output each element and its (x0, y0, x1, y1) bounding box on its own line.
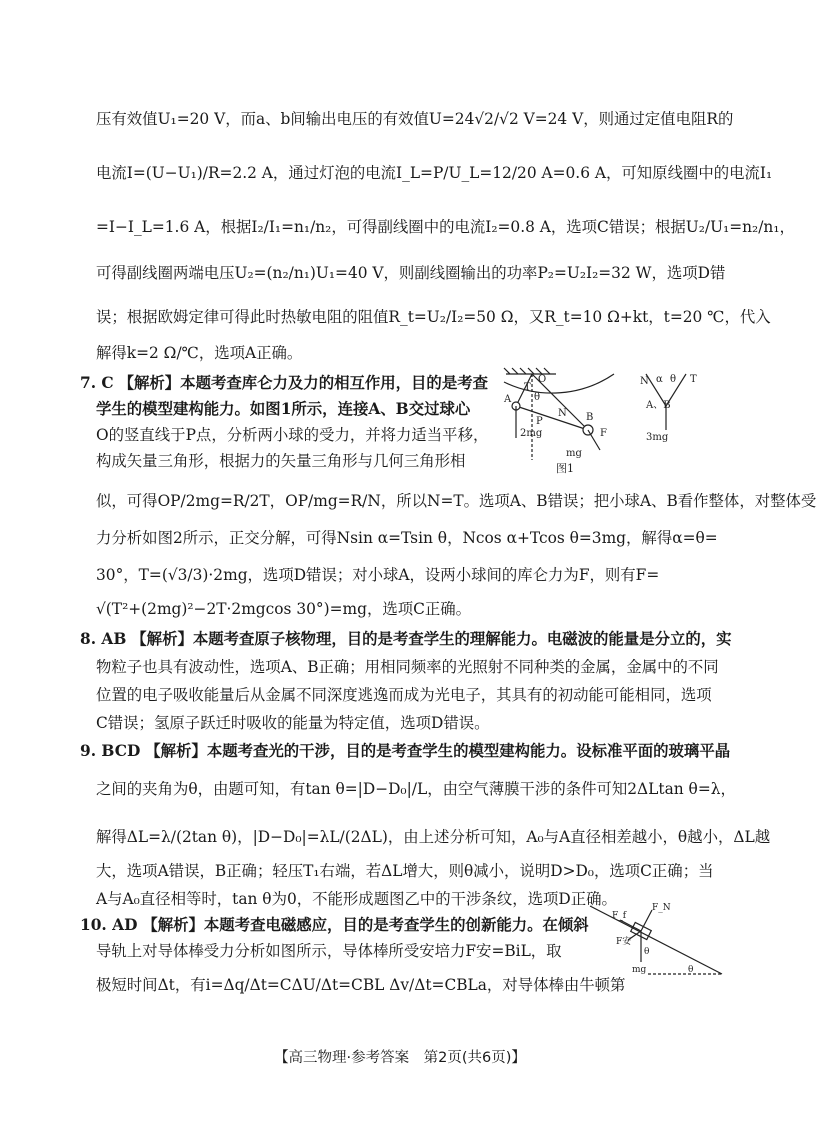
q10-number: 10. AD (80, 916, 138, 934)
fig-label: F (600, 428, 607, 439)
q7-line: O的竖直线于P点，分析两小球的受力，并将力适当平移， (96, 426, 489, 444)
fig-label: θ (534, 392, 541, 403)
q8-line: 位置的电子吸收能量后从金属不同深度逃逸而成为光电子，其具有的初动能可能相同，选项 (96, 686, 712, 704)
q9-analysis-tag: 【解析】 (145, 742, 207, 760)
q7-line: 似，可得OP/2mg=R/2T，OP/mg=R/N，所以N=T。选项A、B错误；把小球A、B看作整体，对整体受 (96, 492, 816, 510)
q8-number: 8. AB (80, 630, 127, 648)
q9-line: 大，选项A错误，B正确；轻压T₁右端，若ΔL增大，则θ减小，说明D>D₀，选项C正确；当 (96, 862, 714, 880)
fig-label: B (586, 412, 594, 423)
fig-label: A、B (646, 400, 671, 411)
q10-line: 极短时间Δt，有i=Δq/Δt=CΔU/Δt=CBL Δv/Δt=CBLa，对导体棒由牛顿第 (96, 976, 626, 994)
q8-first-line (80, 628, 732, 650)
q9-line: 本题考查光的干涉，目的是考查学生的模型建构能力。设标准平面的玻璃平晶 (206, 742, 731, 760)
fig-label: mg (632, 965, 647, 975)
fig-label: N (558, 408, 567, 419)
q10-first-line (80, 914, 589, 936)
fig-label: θ (644, 947, 650, 957)
q7-line: √(T²+(2mg)²−2T·2mgcos 30°)=mg，选项C正确。 (96, 600, 472, 618)
q7-number: 7. C (80, 374, 114, 392)
text-line: 压有效值U₁=20 V，而a、b间输出电压的有效值U=24√2/√2 V=24 V，则通过定值电阻R的 (96, 110, 734, 128)
q9-line: 之间的夹角为θ，由题可知，有tan θ=|D−D₀|/L，由空气薄膜干涉的条件可知2ΔLtan θ=λ， (96, 780, 736, 798)
q7-line: 30°，T=(√3/3)·2mg，选项D错误；对小球A，设两小球间的库仑力为F，则有F= (96, 566, 660, 584)
fig-label: F安 (616, 937, 632, 947)
text-line: 可得副线圈两端电压U₂=(n₂/n₁)U₁=40 V，则副线圈输出的功率P₂=U₂I₂=32 W，选项D错 (96, 264, 726, 282)
fig-label: A (504, 394, 512, 405)
fig-label: T (690, 374, 697, 385)
fig-label: N (640, 376, 649, 387)
fig-label: θ (688, 965, 694, 975)
fig-label: mg (566, 448, 582, 459)
page-footer: 【高三物理·参考答案 第2页(共6页)】 (274, 1050, 526, 1066)
fig-label: α (656, 374, 663, 385)
q8-line: C错误；氢原子跃迁时吸收的能量为特定值，选项D错误。 (96, 714, 490, 732)
q8-analysis-tag: 【解析】 (131, 630, 193, 648)
fig-label: 2mg (520, 428, 543, 439)
q7-analysis-tag: 【解析】 (118, 374, 181, 392)
text-line: 误；根据欧姆定律可得此时热敏电阻的阻值R_t=U₂/I₂=50 Ω，又R_t=10 Ω+kt，t=20 ℃，代入 (96, 308, 771, 326)
q7-bold-part: 学生的模型建构能力。如图1所示，连接A、B交过球心 (96, 400, 471, 418)
fig-label: 3mg (646, 432, 669, 443)
q10-line: 本题考查电磁感应，目的是考查学生的创新能力。在倾斜 (203, 916, 589, 934)
text-line: =I−I_L=1.6 A，根据I₂/I₁=n₁/n₂，可得副线圈中的电流I₂=0.8 A，选项C错误；根据U₂/U₁=n₂/n₁， (96, 218, 795, 236)
q7-figure (496, 360, 726, 480)
fig1-caption: 图1 (556, 462, 574, 475)
fig-label: θ (670, 374, 677, 385)
q7-first-line (80, 372, 488, 394)
fig-label: T (524, 382, 531, 393)
q9-line: 解得ΔL=λ/(2tan θ)，|D−D₀|=λL/(2ΔL)，由上述分析可知，A₀与A直径相差越小，θ越小，ΔL越 (96, 828, 771, 846)
q7-line: 力分析如图2所示，正交分解，可得Nsin α=Tsin θ，Ncos α+Tcos θ=3mg，解得α=θ= (96, 529, 718, 547)
q9-line: A与A₀直径相等时，tan θ为0，不能形成题图乙中的干涉条纹，选项D正确。 (96, 890, 617, 908)
q9-first-line (80, 740, 731, 762)
text-line: 解得k=2 Ω/℃，选项A正确。 (96, 344, 303, 362)
fig-label: O (538, 374, 547, 385)
fig-label: P (536, 416, 543, 427)
fig-label: F_f (612, 911, 627, 921)
q7-line (96, 398, 494, 420)
q10-figure (588, 900, 728, 984)
q10-line: 导轨上对导体棒受力分析如图所示，导体棒所受安培力F安=BiL，取 (96, 942, 562, 960)
q10-analysis-tag: 【解析】 (142, 916, 204, 934)
q7-line: 构成矢量三角形，根据力的矢量三角形与几何三角形相 (96, 452, 466, 470)
fig-label: F_N (652, 903, 671, 913)
q9-number: 9. BCD (80, 742, 141, 760)
q8-line: 本题考查原子核物理，目的是考查学生的理解能力。电磁波的能量是分立的，实 (192, 630, 732, 648)
q8-line: 物粒子也具有波动性，选项A、B正确；用相同频率的光照射不同种类的金属，金属中的不同 (96, 658, 719, 676)
text-line: 电流I=(U−U₁)/R=2.2 A，通过灯泡的电流I_L=P/U_L=12/20 A=0.6 A，可知原线圈中的电流I₁ (96, 164, 773, 182)
q7-line: 本题考查库仑力及力的相互作用，目的是考查 (180, 374, 488, 392)
